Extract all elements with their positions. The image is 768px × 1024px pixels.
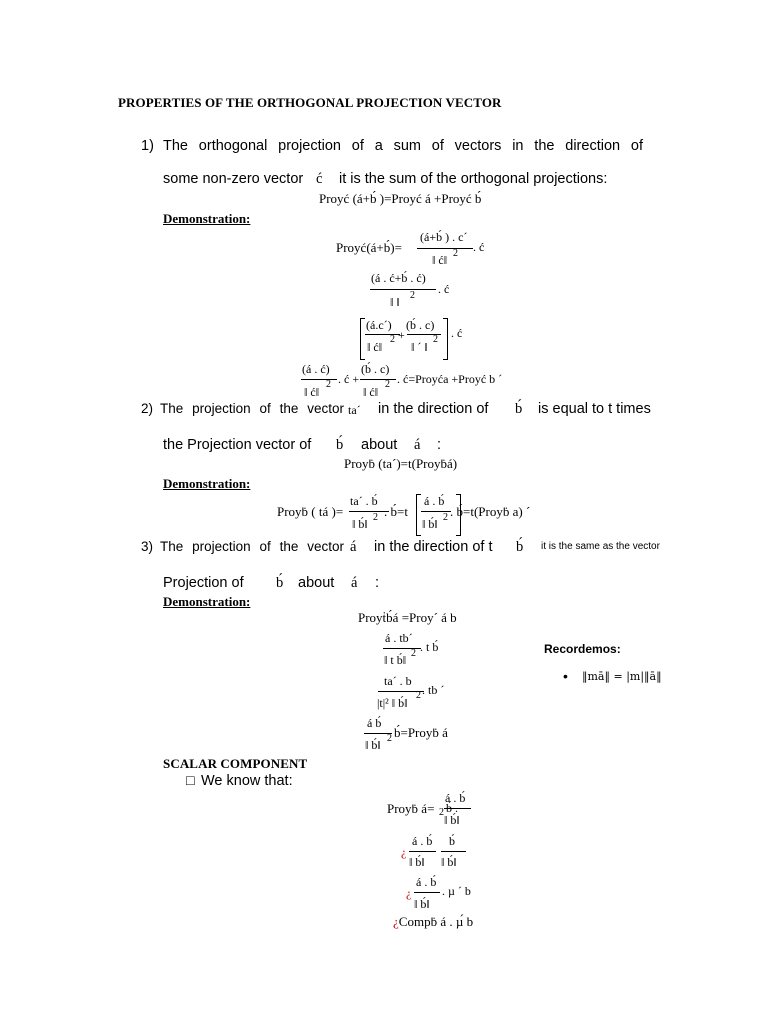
vector-c: ć [316, 171, 323, 187]
p2-d-denominator-1: ‖ b́‖ [352, 517, 368, 531]
word: projection [192, 401, 251, 416]
box-icon: □ [186, 773, 195, 789]
p1-d4-numerator-1: (á . ć) [302, 362, 330, 376]
exponent: 2 [387, 733, 392, 744]
item-number-1: 1) [141, 138, 154, 154]
exponent: 2 [453, 248, 458, 259]
bullet: • [563, 668, 568, 684]
scalar-e1-numerator: á . b́ [445, 791, 466, 805]
p1-d3-numerator-1: (á.c´) [366, 318, 392, 332]
vector-a: á [414, 437, 421, 453]
p2-demonstration-label: Demonstration: [163, 476, 251, 491]
plus-sign: + [398, 328, 405, 342]
recordemos-label: Recordemos: [544, 642, 621, 656]
p1-d3-tail: . ć [451, 326, 463, 340]
p1-d4-denominator-1: ‖ ć‖ [304, 385, 320, 399]
vector-b: b́ [516, 539, 524, 555]
right-bracket [443, 318, 448, 360]
p1-line2b: it is the sum of the orthogonal projections: [339, 171, 608, 187]
exponent: 2 [385, 379, 390, 390]
p1-equation: Proyć (á+b́ )=Proyć á +Proyć b́ [319, 191, 482, 206]
left-bracket [416, 494, 421, 536]
p3-d3-denominator: |t|² ‖ b́‖ [377, 696, 408, 710]
vector-a: á [350, 539, 357, 555]
word: the [279, 401, 299, 416]
p2-mid: in the direction of [378, 401, 489, 417]
scalar-e4 [393, 914, 473, 930]
word: of [630, 138, 643, 154]
scalar-e2-numerator-1: á . b́ [412, 834, 433, 848]
fraction-bar [360, 379, 396, 380]
word: The [160, 539, 184, 554]
p1-line1 [163, 138, 643, 154]
exponent: 2 [411, 648, 416, 659]
word: of [259, 539, 271, 554]
p1-d4-tail: . ć=Proyća +Proyć b ´ [397, 372, 503, 386]
fraction-bar [417, 248, 473, 249]
word: in [512, 138, 524, 154]
colon: : [375, 575, 380, 591]
p2-line1 [160, 401, 344, 416]
colon: : [437, 437, 442, 453]
p2-line2b: about [361, 437, 398, 453]
exponent: 2 [443, 512, 448, 523]
vector-b: b́ [515, 401, 523, 417]
vector-a: á [351, 575, 358, 591]
item-number-2: 2) [141, 401, 154, 416]
exponent: 2 [439, 807, 444, 818]
word: of [259, 401, 271, 416]
vector-ta: ta´ [348, 403, 361, 417]
p2-d-tail: . b́=t(Proyḃ a) ´ [450, 504, 531, 519]
scalar-e1-denominator: ‖ b́‖ [444, 813, 460, 827]
vector-b: b́ [276, 575, 284, 591]
p1-d2-denominator: ‖ ‖ [390, 295, 400, 309]
p3-tail-small: it is the same as the vector [541, 541, 660, 552]
word: The [163, 138, 188, 154]
p2-tail: is equal to t times [538, 401, 651, 417]
fraction-bar [370, 289, 436, 290]
p3-d3-tail: . tb ´ [422, 683, 445, 697]
exponent: 2 [410, 290, 415, 301]
p2-d-denominator-2: ‖ b́‖ [422, 517, 438, 531]
p3-mid: in the direction of t [374, 539, 493, 555]
fraction-bar [301, 379, 337, 380]
scalar-e1-left: Proyḃ á= [387, 801, 435, 816]
p1-d3-numerator-2: (b́ . c) [406, 318, 435, 332]
scalar-e2-denominator-1: ‖ b́‖ [409, 855, 425, 869]
scalar-e3-denominator: ‖ b́‖ [414, 897, 430, 911]
norm-formula: ‖mā‖ = |m|‖ā‖ [582, 670, 662, 683]
exponent: 2 [326, 379, 331, 390]
question-mark-icon: ¿ [406, 886, 412, 900]
p2-d-numerator-2: á . b́ [424, 494, 445, 508]
scalar-e2-denominator-2: ‖ b́‖ [441, 855, 457, 869]
item-number-3: 3) [141, 539, 154, 554]
p1-d4-numerator-2: (b́ . c) [361, 362, 390, 376]
we-know-that: We know that: [201, 773, 293, 789]
word: vector [307, 539, 344, 554]
question-mark-icon: ¿ [401, 845, 407, 859]
p1-line2a: some non-zero vector [163, 171, 304, 187]
p3-demonstration-label: Demonstration: [163, 594, 251, 609]
word: the [534, 138, 555, 154]
word: vectors [454, 138, 502, 154]
scalar-component-heading: SCALAR COMPONENT [163, 756, 308, 771]
word: The [160, 401, 184, 416]
p3-line1 [160, 539, 344, 554]
page-title: PROPERTIES OF THE ORTHOGONAL PROJECTION VECTOR [118, 95, 502, 110]
p3-d1: Proyṫb́á =Proy´ á b [358, 610, 457, 625]
left-bracket [360, 318, 365, 360]
p1-d2-tail: . ć [438, 282, 450, 296]
p1-d1-numerator: (á+b́ ) . c´ [420, 230, 468, 244]
p3-line2b: about [298, 575, 335, 591]
fraction-bar [349, 511, 389, 512]
word: sum [393, 138, 421, 154]
word: direction [565, 138, 621, 154]
fraction-bar [414, 892, 440, 893]
vector-b: b́ [336, 437, 344, 453]
scalar-e2-numerator-2: b́ [449, 834, 455, 848]
word: vector [307, 401, 344, 416]
word: projection [278, 138, 341, 154]
p2-d-mid: . b́=t [384, 504, 408, 519]
p1-d1-tail: . ć [473, 240, 485, 254]
p2-equation: Proyḃ (ta´)=t(Proyḃá) [344, 456, 458, 471]
p1-d1-denominator: ‖ ć‖ [432, 253, 448, 267]
exponent: 2 [416, 690, 421, 701]
p3-d4-denominator: ‖ b́‖ [365, 738, 381, 752]
p1-demonstration-label: Demonstration: [163, 211, 251, 226]
p3-d2-tail: . t b́ [420, 640, 439, 654]
word: of [431, 138, 444, 154]
question-mark-icon: ¿ [393, 914, 399, 929]
word: the [279, 539, 299, 554]
p3-d4-tail: b́=Proyḃ á [394, 725, 448, 740]
p1-d4-mid: . ć + [338, 372, 360, 386]
exponent: 2 [390, 334, 395, 345]
word: orthogonal [198, 138, 268, 154]
p2-d-numerator-1: ta´ . b́ [350, 494, 378, 508]
p3-d4-numerator: á b́ [367, 716, 382, 730]
p3-d3-numerator: ta´ . b [384, 674, 412, 688]
exponent: 2 [373, 512, 378, 523]
scalar-e3-tail: . µ ´ b [442, 884, 471, 898]
p3-d2-numerator: á . tb´ [385, 631, 413, 645]
p2-d-left: Proyḃ ( tá )= [277, 504, 344, 519]
p1-d3-denominator-2: ‖ ´ ‖ [411, 340, 428, 354]
p3-d2-denominator: ‖ t b́‖ [384, 653, 407, 667]
word: projection [192, 539, 251, 554]
p1-d2-numerator: (á . ć+b́ . ć) [371, 271, 426, 285]
p3-line2a: Projection of [163, 575, 244, 591]
scalar-e4-text: Compḃ á . µ́ b [398, 914, 474, 929]
fraction-bar [409, 851, 436, 852]
scalar-e3-numerator: á . b́ [416, 875, 437, 889]
scalar-e1-tail: b́ . [446, 801, 458, 815]
p1-d4-denominator-2: ‖ ć‖ [363, 385, 379, 399]
word: of [351, 138, 364, 154]
word: a [374, 138, 383, 154]
fraction-bar [441, 851, 466, 852]
p1-d1-left: Proyć(á+b́)= [336, 240, 402, 255]
exponent: 2 [433, 334, 438, 345]
p2-line2a: the Projection vector of [163, 437, 312, 453]
p1-d3-denominator-1: ‖ ć‖ [367, 340, 383, 354]
